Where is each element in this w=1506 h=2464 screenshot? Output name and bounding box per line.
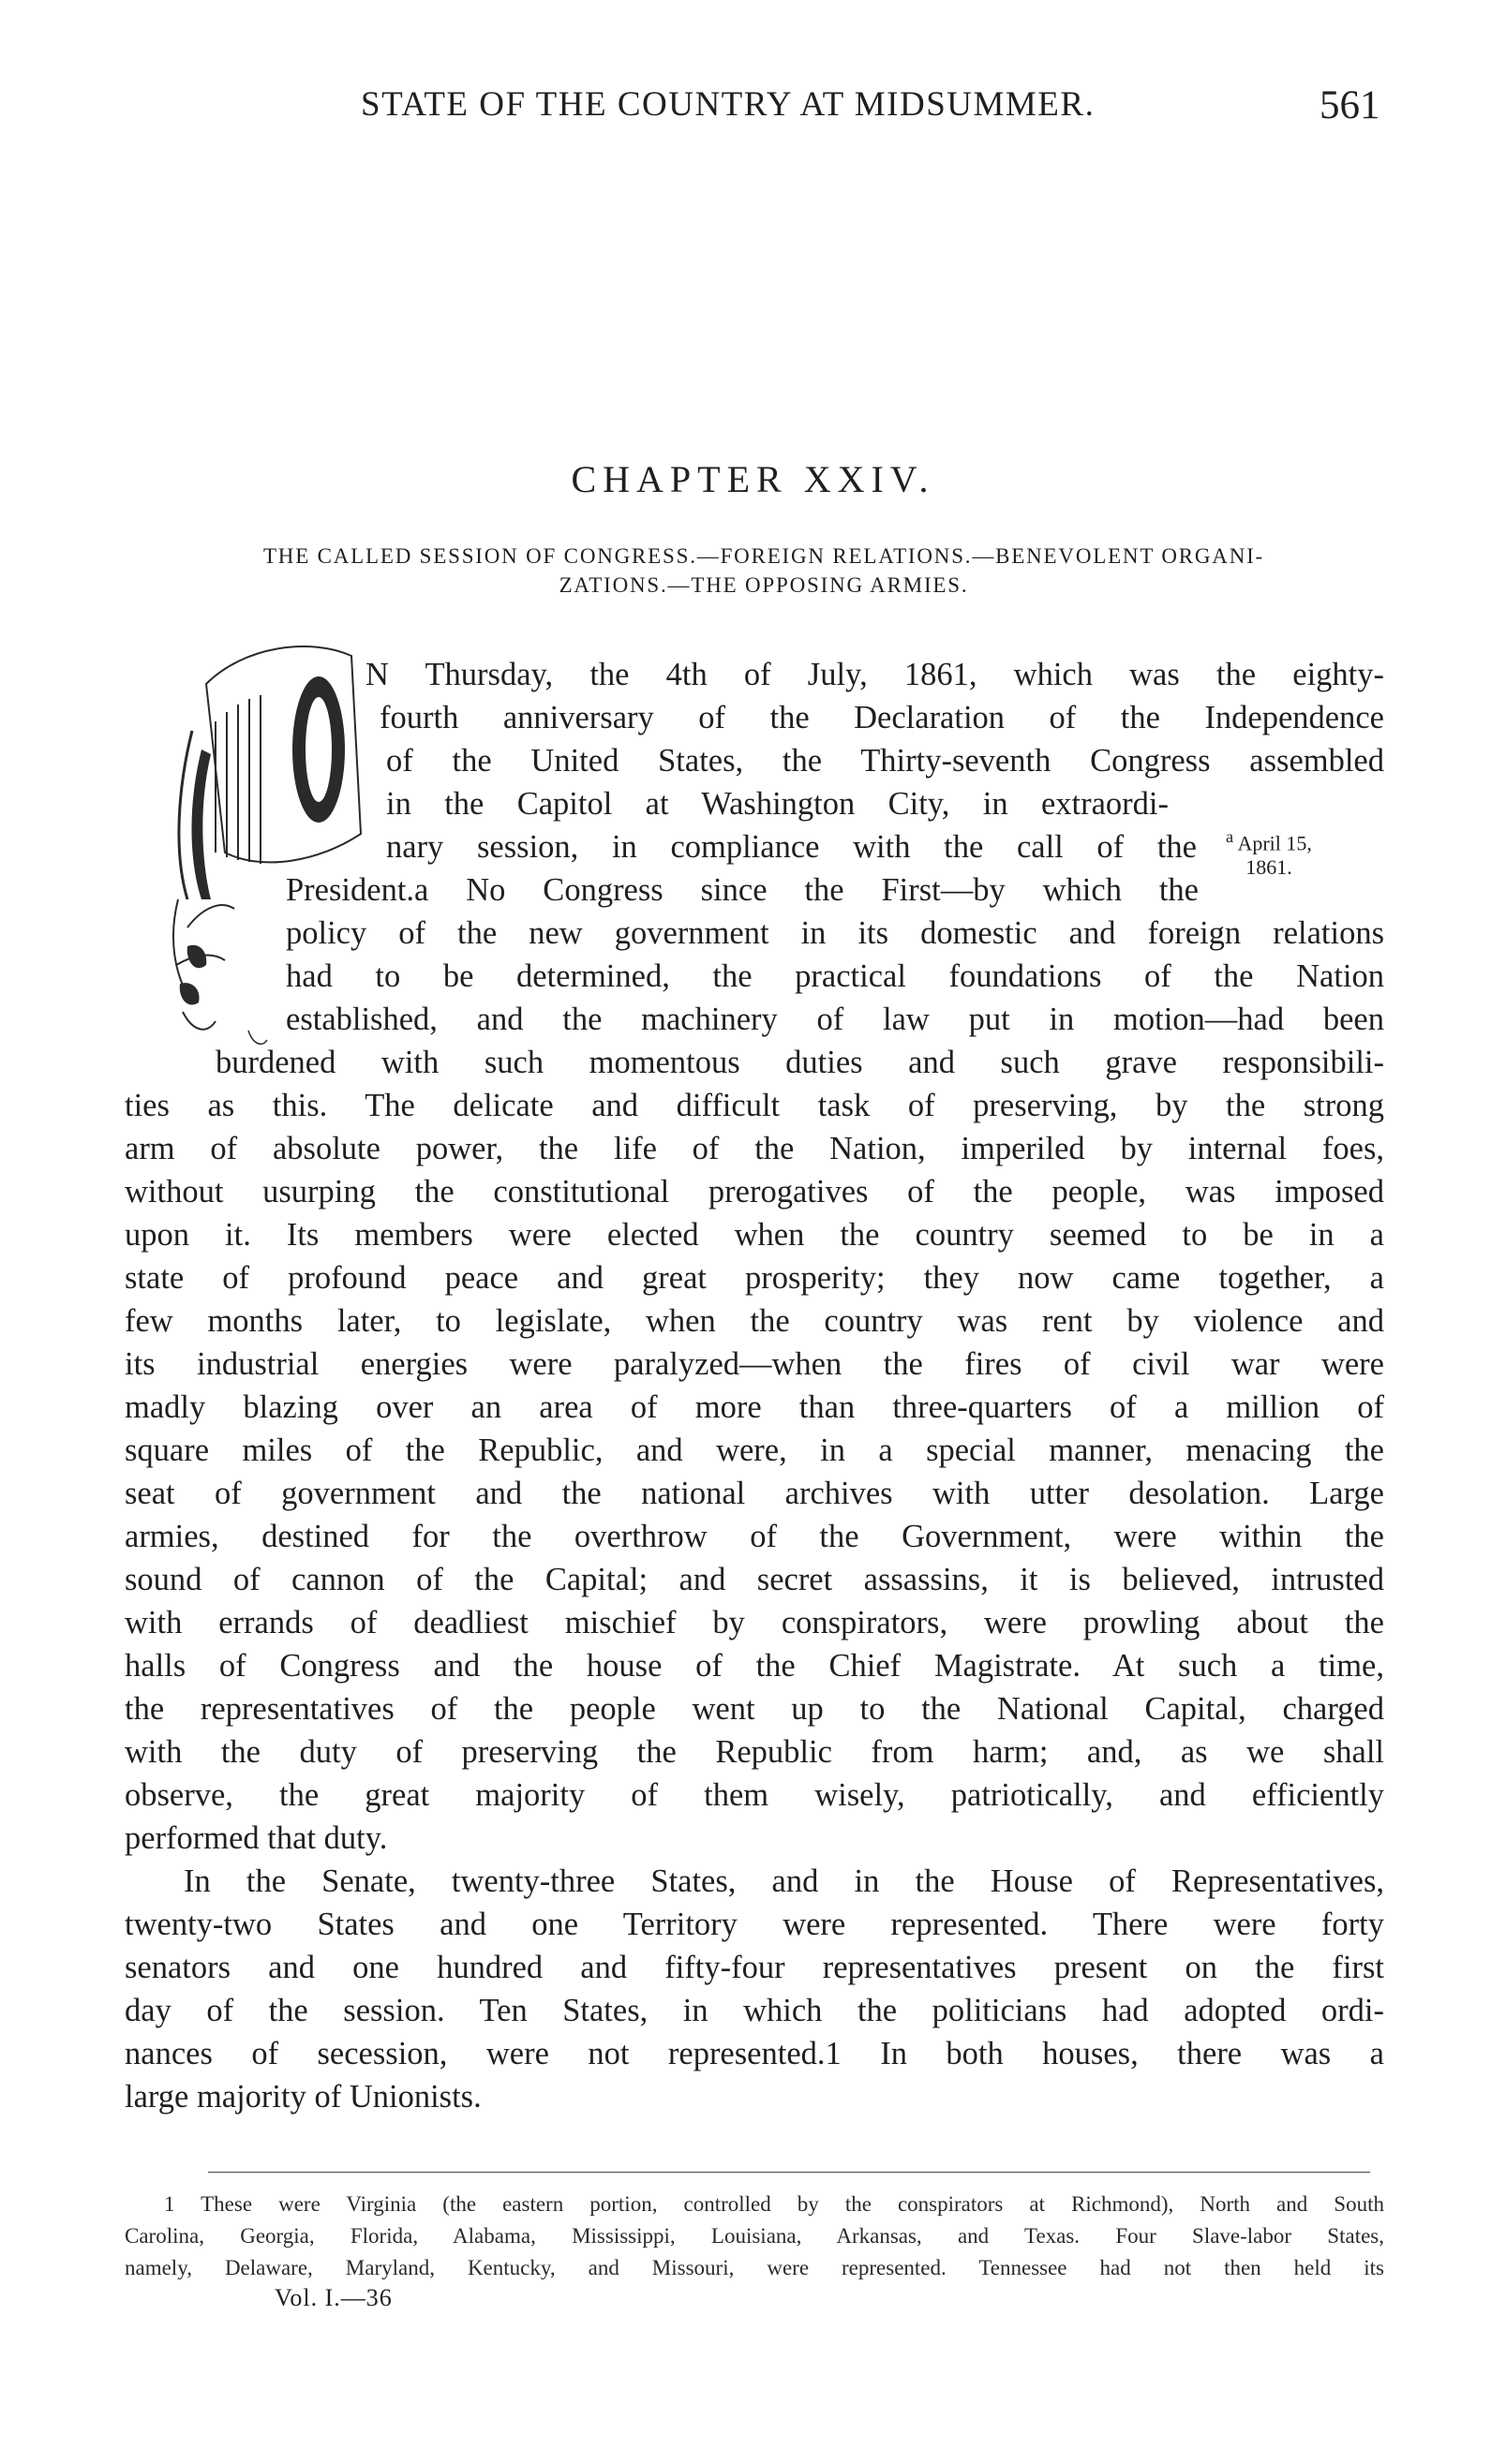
body-line: twenty-two States and one Territory were represented. There were forty (125, 1907, 1384, 1942)
body-line: N Thursday, the 4th of July, 1861, which was the eighty- (365, 657, 1384, 692)
body-line: state of profound peace and great prosperity; they now came together, a (125, 1260, 1384, 1296)
body-line: with errands of deadliest mischief by conspirators, were prowling about the (125, 1605, 1384, 1640)
chapter-summary-line: THE CALLED SESSION OF CONGRESS.—FOREIGN RELATIONS.—BENEVOLENT ORGANI- (262, 544, 1265, 568)
body-line: large majority of Unionists. (125, 2079, 482, 2115)
body-line: of the United States, the Thirty-seventh Congress assembled (386, 743, 1384, 779)
page-number: 561 (1320, 83, 1380, 127)
body-line: day of the session. Ten States, in which the politicians had adopted ordi- (125, 1993, 1384, 2028)
body-line: President.a No Congress since the First—by which the (286, 872, 1199, 908)
body-line: seat of government and the national archives with utter desolation. Large (125, 1476, 1384, 1511)
body-line: performed that duty. (125, 1820, 388, 1856)
marginal-note-mark: a (1226, 827, 1234, 846)
footnote-line: namely, Delaware, Maryland, Kentucky, and Missouri, were represented. Tennessee had not then held its (125, 2256, 1384, 2279)
footnote-divider (208, 2172, 1370, 2173)
body-line: square miles of the Republic, and were, in a special manner, menacing the (125, 1432, 1384, 1468)
body-line: ties as this. The delicate and difficult task of preserving, by the strong (125, 1088, 1384, 1123)
body-line: its industrial energies were paralyzed—when the fires of civil war were (125, 1346, 1384, 1382)
chapter-summary-line: ZATIONS.—THE OPPOSING ARMIES. (559, 573, 969, 598)
body-line: armies, destined for the overthrow of the Government, were within the (125, 1519, 1384, 1554)
footnote-line: Carolina, Georgia, Florida, Alabama, Mississippi, Louisiana, Arkansas, and Texas. Four Slave-labor States, (125, 2224, 1384, 2248)
footnote-line: 1 These were Virginia (the eastern portion, controlled by the conspirators at Richmond), North and South (164, 2192, 1384, 2216)
body-line: madly blazing over an area of more than three-quarters of a million of (125, 1389, 1384, 1425)
chapter-heading: CHAPTER XXIV. (571, 458, 935, 500)
marginal-note-line: April 15, (1237, 831, 1312, 855)
body-line: nary session, in compliance with the call of the (386, 829, 1197, 865)
volume-signature: Vol. I.—36 (275, 2284, 393, 2311)
body-line: arm of absolute power, the life of the Nation, imperiled by internal foes, (125, 1131, 1384, 1166)
marginal-date-note (1226, 824, 1312, 880)
body-line: with the duty of preserving the Republic from harm; and, as we shall (125, 1734, 1384, 1770)
body-line: halls of Congress and the house of the Chief Magistrate. At such a time, (125, 1648, 1384, 1684)
body-line: few months later, to legislate, when the country was rent by violence and (125, 1303, 1384, 1339)
body-line: burdened with such momentous duties and such grave responsibili- (216, 1045, 1384, 1080)
body-line: In the Senate, twenty-three States, and in the House of Representatives, (184, 1863, 1384, 1899)
body-line: without usurping the constitutional prerogatives of the people, was imposed (125, 1174, 1384, 1210)
marginal-note-line: 1861. (1245, 855, 1292, 880)
body-line: senators and one hundred and fifty-four representatives present on the first (125, 1950, 1384, 1985)
running-head: STATE OF THE COUNTRY AT MIDSUMMER. (361, 85, 1096, 124)
body-line: the representatives of the people went up to the National Capital, charged (125, 1691, 1384, 1727)
body-line: policy of the new government in its domestic and foreign relations (286, 915, 1384, 951)
body-line: fourth anniversary of the Declaration of the Independence (380, 700, 1384, 735)
body-line: had to be determined, the practical foundations of the Nation (286, 958, 1384, 994)
body-line: established, and the machinery of law put in motion—had been (286, 1002, 1384, 1037)
body-line: in the Capitol at Washington City, in extraordi- (386, 786, 1169, 822)
chapter-summary (141, 542, 1387, 600)
body-line: upon it. Its members were elected when the country seemed to be in a (125, 1217, 1384, 1253)
body-line: sound of cannon of the Capital; and secret assassins, it is believed, intrusted (125, 1562, 1384, 1597)
body-line: observe, the great majority of them wisely, patriotically, and efficiently (125, 1777, 1384, 1813)
body-line: nances of secession, were not represented.1 In both houses, there was a (125, 2036, 1384, 2071)
